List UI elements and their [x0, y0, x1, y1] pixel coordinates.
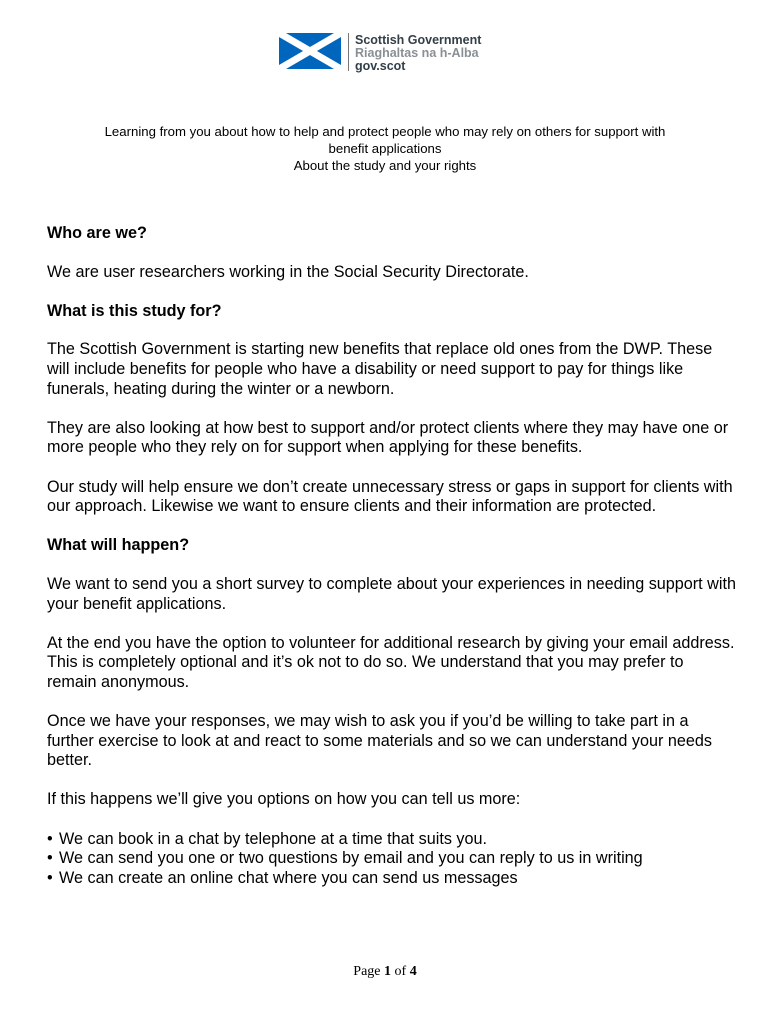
paragraph: At the end you have the option to volunteer for additional research by giving your email address. This is completely optional and it’s ok not to do so. We understand that you may prefer to remain anonymous. — [47, 633, 735, 691]
title-line-1: Learning from you about how to help and protect people who may rely on others for support with — [104, 124, 666, 139]
list-item-text: We can send you one or two questions by email and you can reply to us in writing — [59, 849, 643, 868]
of-word: of — [394, 964, 407, 979]
logo-text — [355, 34, 481, 73]
logo-line-english: Scottish Government — [355, 33, 482, 47]
document-body — [47, 224, 737, 888]
list-item-text: We can book in a chat by telephone at a time that suits you. — [59, 829, 488, 848]
paragraph: The Scottish Government is starting new benefits that replace old ones from the DWP. These will include benefits for people who have a disability or need support to pay for things like funerals, heating during the winter or a newborn. — [47, 340, 713, 398]
list-item — [47, 830, 737, 850]
document-title — [40, 123, 730, 174]
logo-line-gaelic: Riaghaltas na h-Alba — [355, 46, 479, 60]
options-list — [47, 830, 737, 889]
paragraph: Once we have your responses, we may wish to ask you if you’d be willing to take part in a further exercise to look at and react to some materials and so we can understand your needs better. — [47, 712, 712, 770]
paragraph: They are also looking at how best to support and/or protect clients where they may have one or more people who they rely on for support when applying for these benefits. — [47, 418, 729, 457]
bullet-icon: • — [47, 868, 53, 887]
title-line-3: About the study and your rights — [293, 158, 477, 173]
saltire-flag-icon — [279, 33, 341, 69]
scottish-government-logo — [279, 33, 481, 73]
section-heading: Who are we? — [47, 224, 147, 242]
title-line-2: benefit applications — [328, 141, 442, 156]
current-page: 1 — [384, 964, 392, 979]
list-item — [47, 849, 737, 869]
list-item — [47, 869, 737, 889]
logo-line-domain: gov.scot — [355, 59, 406, 73]
paragraph: We want to send you a short survey to complete about your experiences in needing support with your benefit applications. — [47, 574, 736, 613]
paragraph: Our study will help ensure we don’t create unnecessary stress or gaps in support for clients with our approach. Likewise we want to ensure clients and their information are protected. — [47, 477, 733, 516]
section-heading: What is this study for? — [47, 301, 222, 320]
total-pages: 4 — [409, 964, 417, 979]
bullet-icon: • — [47, 829, 53, 848]
logo-divider — [348, 33, 349, 71]
bullet-icon: • — [47, 849, 53, 868]
paragraph: If this happens we’ll give you options on how you can tell us more: — [47, 790, 521, 809]
page-word: Page — [353, 964, 381, 979]
list-item-text: We can create an online chat where you can send us messages — [59, 868, 518, 887]
section-heading: What will happen? — [47, 536, 190, 555]
page-number — [0, 964, 770, 980]
paragraph: We are user researchers working in the Social Security Directorate. — [47, 262, 529, 281]
